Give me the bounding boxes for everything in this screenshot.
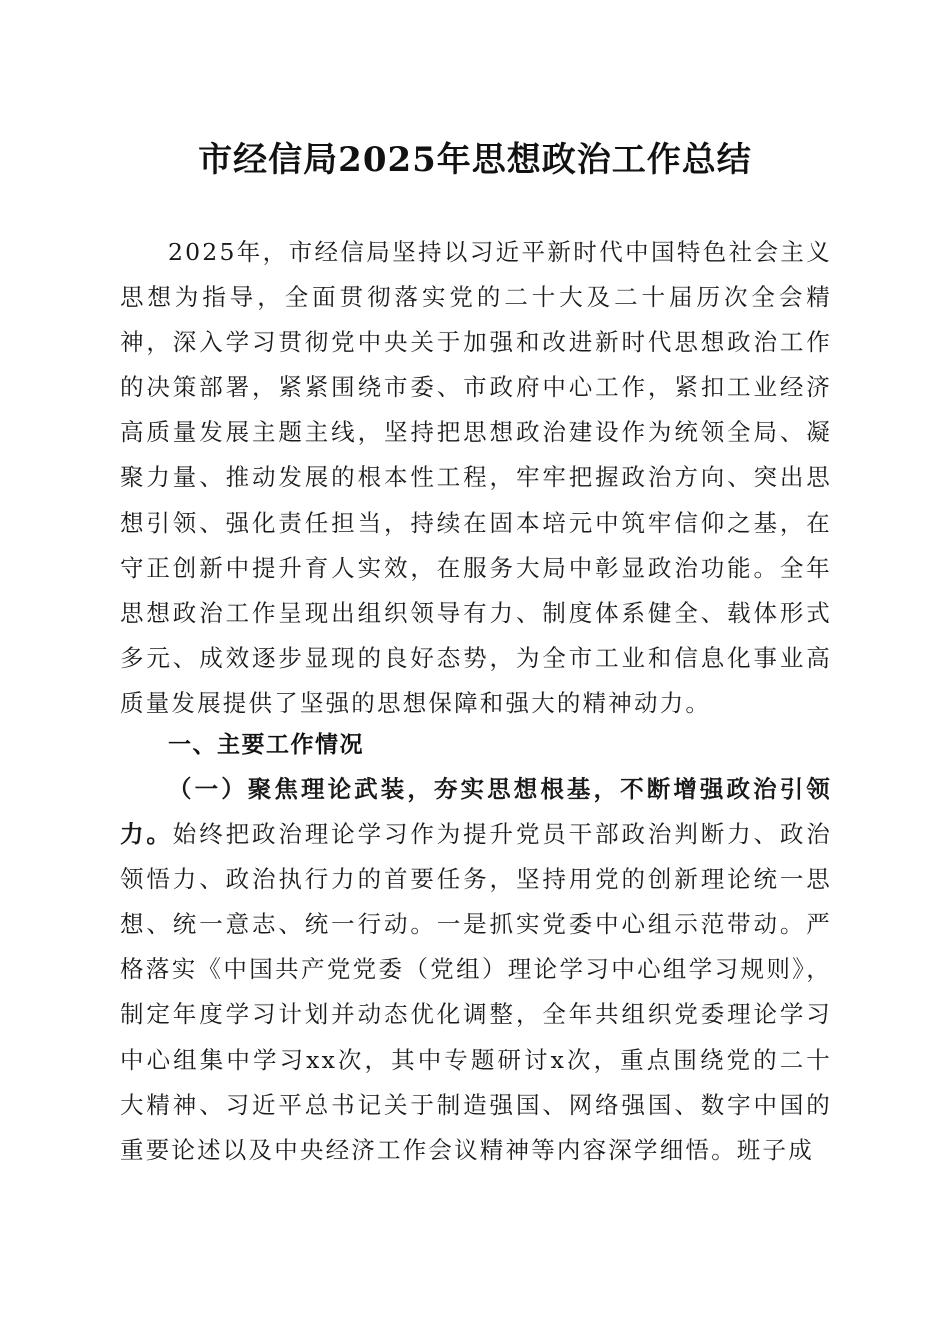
subsection-heading-theory: （一）聚焦理论武装，夯实思想根基，不断增强政治引领力。 bbox=[120, 775, 832, 849]
document-title: 市经信局2025年思想政治工作总结 bbox=[198, 140, 752, 180]
subsection-body-theory: 始终把政治理论学习作为提升党员干部政治判断力、政治领悟力、政治执行力的首要任务，坚持用党的创新理论统一思想、统一意志、统一行动。一是抓实党委中心组示范带动。严格落实《中国共产党党委（党组）理论学习中心组学习规则》，制定年度学习计划并动态优化调整，全年共组织党委理论学习中心组集中学习xx次，其中专题研讨x次，重点围绕党的二十大精神、习近平总书记关于制造强国、网络强国、数字中国的重要论述以及中央经济工作会议精神等内容深学细悟。班子成 bbox=[120, 820, 832, 1164]
section-heading-main-work: 一、主要工作情况 bbox=[168, 732, 364, 758]
intro-paragraph: 2025年，市经信局坚持以习近平新时代中国特色社会主义思想为指导，全面贯彻落实党的二十大及二十届历次全会精神，深入学习贯彻党中央关于加强和改进新时代思想政治工作的决策部署，紧紧围绕市委、市政府中心工作，紧扣工业经济高质量发展主题主线，坚持把思想政治建设作为统领全局、凝聚力量、推动发展的根本性工程，牢牢把握政治方向、突出思想引领、强化责任担当，持续在固本培元中筑牢信仰之基，在守正创新中提升育人实效，在服务大局中彰显政治功能。全年思想政治工作呈现出组织领导有力、制度体系健全、载体形式多元、成效逐步显现的良好态势，为全市工业和信息化事业高质量发展提供了坚强的思想保障和强大的精神动力。 bbox=[120, 238, 832, 717]
section1-paragraph-1 bbox=[120, 767, 832, 1173]
